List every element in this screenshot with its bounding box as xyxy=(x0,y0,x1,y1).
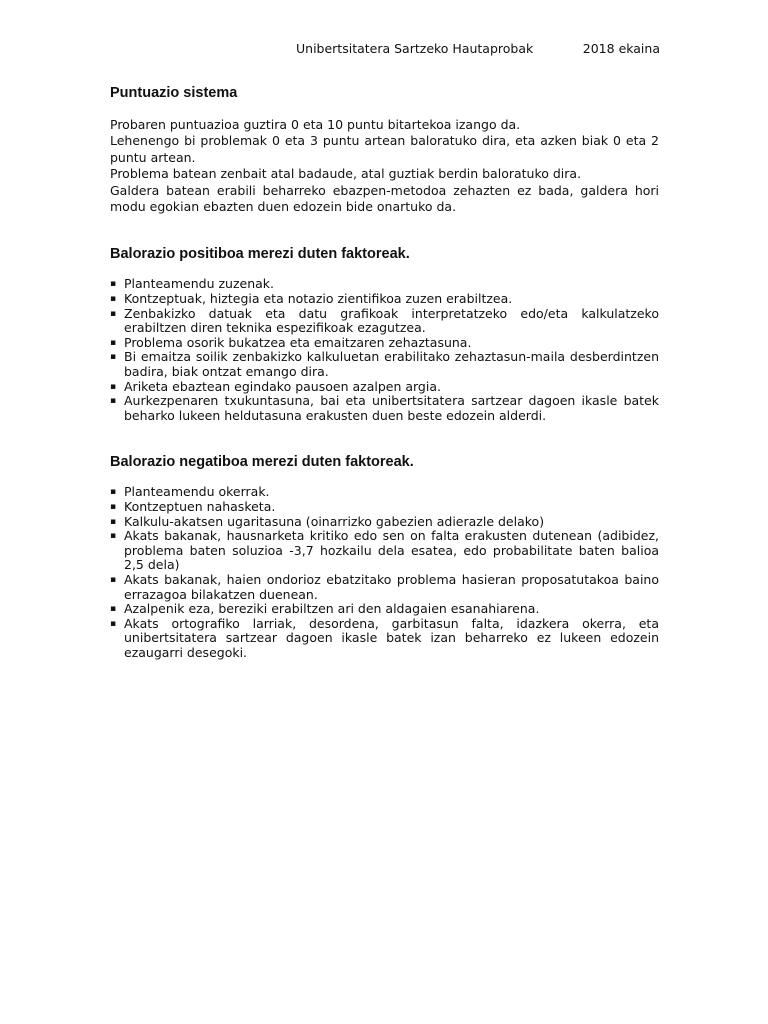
bullet-icon: ▪ xyxy=(110,294,117,305)
paragraph: Lehenengo bi problemak 0 eta 3 puntu artean baloratuko dira, eta azken biak 0 eta 2 puntu artean. xyxy=(110,133,659,165)
list-item xyxy=(110,602,659,617)
bullet-icon: ▪ xyxy=(110,531,117,542)
section-heading: Balorazio positiboa merezi duten faktoreak. xyxy=(110,246,410,263)
positive-factors-list xyxy=(110,277,659,423)
list-item xyxy=(110,277,659,292)
list-item-text: Planteamendu okerrak. xyxy=(124,484,270,500)
header-date: 2018 ekaina xyxy=(582,41,660,56)
bullet-icon: ▪ xyxy=(110,396,117,407)
bullet-icon: ▪ xyxy=(110,574,117,585)
paragraph: Problema batean zenbait atal badaude, atal guztiak berdin baloratuko dira. xyxy=(110,166,582,182)
page-header xyxy=(296,41,660,56)
list-item xyxy=(110,573,659,602)
list-item-text: Akats bakanak, haien ondorioz ebatzitako problema hasieran proposatutakoa baino errazagoa bilakatzen duenean. xyxy=(124,571,659,602)
list-item xyxy=(110,350,659,379)
list-item-text: Zenbakizko datuak eta datu grafikoak interpretatzeko edo/eta kalkulatzeko erabiltzen diren teknika espezifikoak ezagutzea. xyxy=(124,305,659,336)
section-negative-factors xyxy=(110,453,659,660)
list-item xyxy=(110,336,659,351)
list-item xyxy=(110,529,659,573)
bullet-icon: ▪ xyxy=(110,501,117,512)
document-body xyxy=(110,84,659,661)
paragraph: Probaren puntuazioa guztira 0 eta 10 puntu bitartekoa izango da. xyxy=(110,117,521,132)
list-item-text: Akats bakanak, hausnarketa kritiko edo sen on falta erakusten dutenean (adibidez, problema baten soluzioa -3,7 hozkailu dela esatea, edo probabilitate baten balioa 2,5 dela) xyxy=(124,528,659,573)
bullet-icon: ▪ xyxy=(110,516,117,527)
list-item xyxy=(110,485,659,500)
bullet-icon: ▪ xyxy=(110,381,117,392)
list-item xyxy=(110,617,659,661)
section-heading: Puntuazio sistema xyxy=(110,85,238,101)
section-scoring-system xyxy=(110,84,659,215)
list-item xyxy=(110,394,659,423)
bullet-icon: ▪ xyxy=(110,337,117,348)
list-item xyxy=(110,515,659,530)
list-item-text: Planteamendu zuzenak. xyxy=(124,276,274,292)
bullet-icon: ▪ xyxy=(110,487,117,498)
list-item xyxy=(110,500,659,515)
negative-factors-list xyxy=(110,485,659,660)
bullet-icon: ▪ xyxy=(110,604,117,615)
section-heading: Balorazio negatiboa merezi duten faktoreak. xyxy=(110,454,414,471)
bullet-icon: ▪ xyxy=(110,618,117,629)
bullet-icon: ▪ xyxy=(110,308,117,319)
list-item-text: Kontzeptuen nahasketa. xyxy=(124,498,276,514)
list-item-text: Kontzeptuak, hiztegia eta notazio zientifikoa zuzen erabiltzea. xyxy=(124,291,513,307)
list-item xyxy=(110,380,659,395)
list-item xyxy=(110,292,659,307)
list-item-text: Kalkulu-akatsen ugaritasuna (oinarrizko gabezien adierazle delako) xyxy=(124,513,545,529)
bullet-icon: ▪ xyxy=(110,352,117,363)
list-item-text: Aurkezpenaren txukuntasuna, bai eta unibertsitatera sartzear dagoen ikasle batek beharko lukeen heldutasuna erakusten duen beste edozein alderdi. xyxy=(124,393,659,423)
section-positive-factors xyxy=(110,245,659,423)
paragraph: Galdera batean erabili beharreko ebazpen-metodoa zehazten ez bada, galdera hori modu egokian ebazten duen edozein bide onartuko da. xyxy=(110,182,659,215)
list-item-text: Bi emaitza soilik zenbakizko kalkuluetan erabilitako zehaztasun-maila desberdintzen badira, biak ontzat emango dira. xyxy=(124,349,659,379)
list-item-text: Azalpenik eza, bereziki erabiltzen ari den aldagaien esanahiarena. xyxy=(124,601,540,617)
intro-paragraphs xyxy=(110,117,659,215)
bullet-icon: ▪ xyxy=(110,279,117,290)
list-item-text: Problema osorik bukatzea eta emaitzaren zehaztasuna. xyxy=(124,334,472,350)
list-item xyxy=(110,307,659,336)
list-item-text: Akats ortografiko larriak, desordena, garbitasun falta, idazkera okerra, eta unibertsitatera sartzear dagoen ikasle batek izan beharreko ez lukeen edozein ezaugarri desegoki. xyxy=(124,615,659,660)
list-item-text: Ariketa ebaztean egindako pausoen azalpen argia. xyxy=(124,378,441,394)
header-title: Unibertsitatera Sartzeko Hautaprobak xyxy=(296,41,534,56)
